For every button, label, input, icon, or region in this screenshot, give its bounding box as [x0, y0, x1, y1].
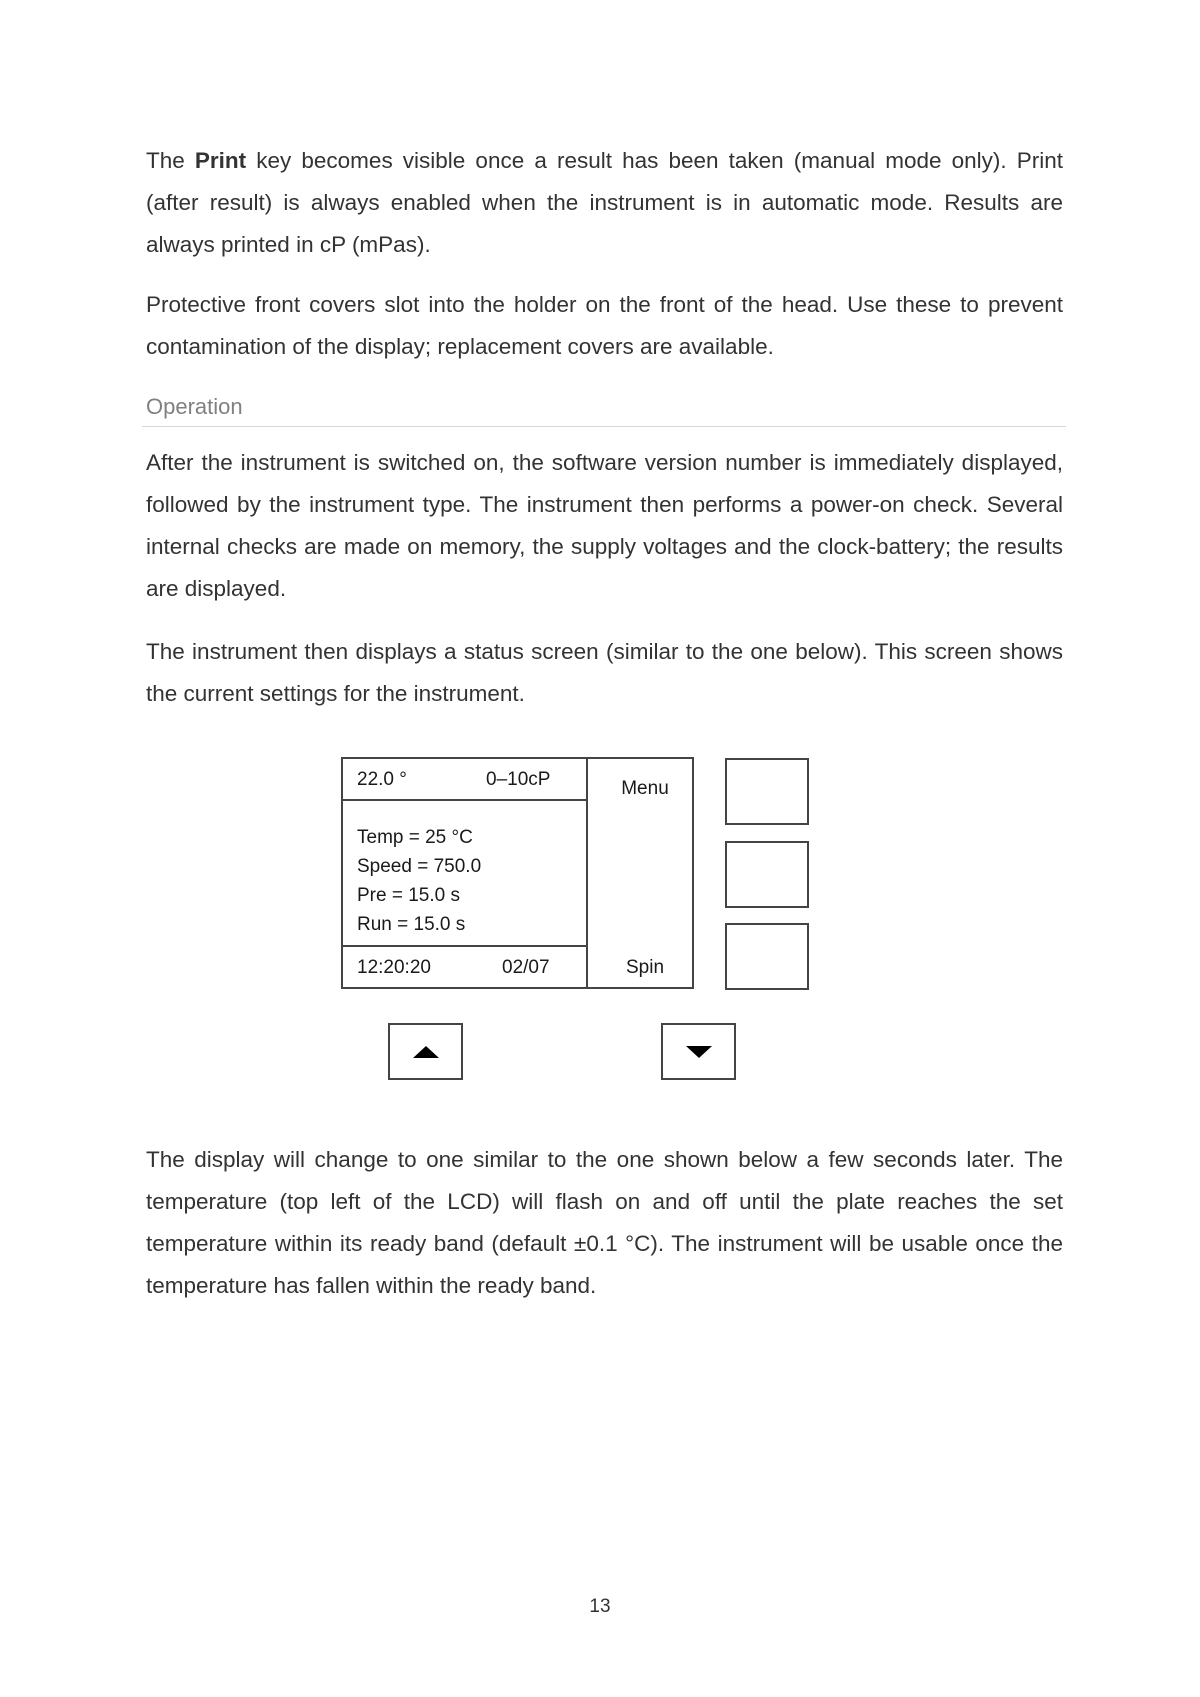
paragraph-print-key — [146, 140, 1063, 266]
softkey-label-spin: Spin — [625, 957, 665, 978]
paragraph-power-on: After the instrument is switched on, the software version number is immediately displayed, followed by the instrument type. The instrument then performs a power-on check. Several internal checks are made on memory, the supply voltages and the clock-battery; the results are displayed. — [146, 450, 1063, 601]
text-run: key becomes visible once a result has been taken (manual mode only). Print (after result) is always enabled when the instrument is in automatic mode. Results are always printed in cP (mPas). — [146, 148, 1063, 257]
up-arrow-button — [388, 1023, 463, 1080]
paragraph-front-covers: Protective front covers slot into the holder on the front of the head. Use these to prevent contamination of the display; replacement covers are available. — [146, 292, 1063, 359]
lcd-settings — [357, 823, 481, 939]
page-number: 13 — [589, 1596, 611, 1617]
softkey-label-menu: Menu — [621, 778, 669, 799]
status-screen-diagram — [341, 757, 694, 989]
lcd-temperature-reading: 22.0 ° — [357, 769, 407, 790]
section-divider — [142, 426, 1066, 427]
lcd-setting-speed: Speed = 750.0 — [357, 856, 482, 877]
triangle-down-icon — [686, 1046, 712, 1058]
softkey-button-middle — [725, 841, 809, 908]
text-run: The — [146, 148, 195, 173]
lcd-header — [343, 759, 586, 801]
softkey-button-bottom — [725, 923, 809, 990]
section-heading-operation: Operation — [146, 394, 243, 419]
lcd-date: 02/07 — [502, 957, 550, 978]
lcd-range-reading: 0–10cP — [486, 769, 551, 790]
lcd-setting-pre: Pre = 15.0 s — [357, 885, 460, 906]
down-arrow-button — [661, 1023, 736, 1080]
softkey-button-top — [725, 758, 809, 825]
lcd-setting-run: Run = 15.0 s — [357, 914, 466, 935]
lcd-screen — [343, 759, 588, 987]
lcd-clock: 12:20:20 — [357, 957, 431, 978]
paragraph-display-change: The display will change to one similar to the one shown below a few seconds later. The temperature (top left of the LCD) will flash on and off until the plate reaches the set temperature within its ready band (default ±0.1 °C). The instrument will be usable once the temperature has fallen within the ready band. — [146, 1147, 1063, 1298]
lcd-footer — [343, 945, 586, 987]
print-key-term: Print — [194, 148, 247, 173]
lcd-setting-temp: Temp = 25 °C — [357, 827, 473, 848]
paragraph-status-screen: The instrument then displays a status screen (similar to the one below). This screen shows the current settings for the instrument. — [146, 639, 1063, 706]
triangle-up-icon — [413, 1046, 439, 1058]
